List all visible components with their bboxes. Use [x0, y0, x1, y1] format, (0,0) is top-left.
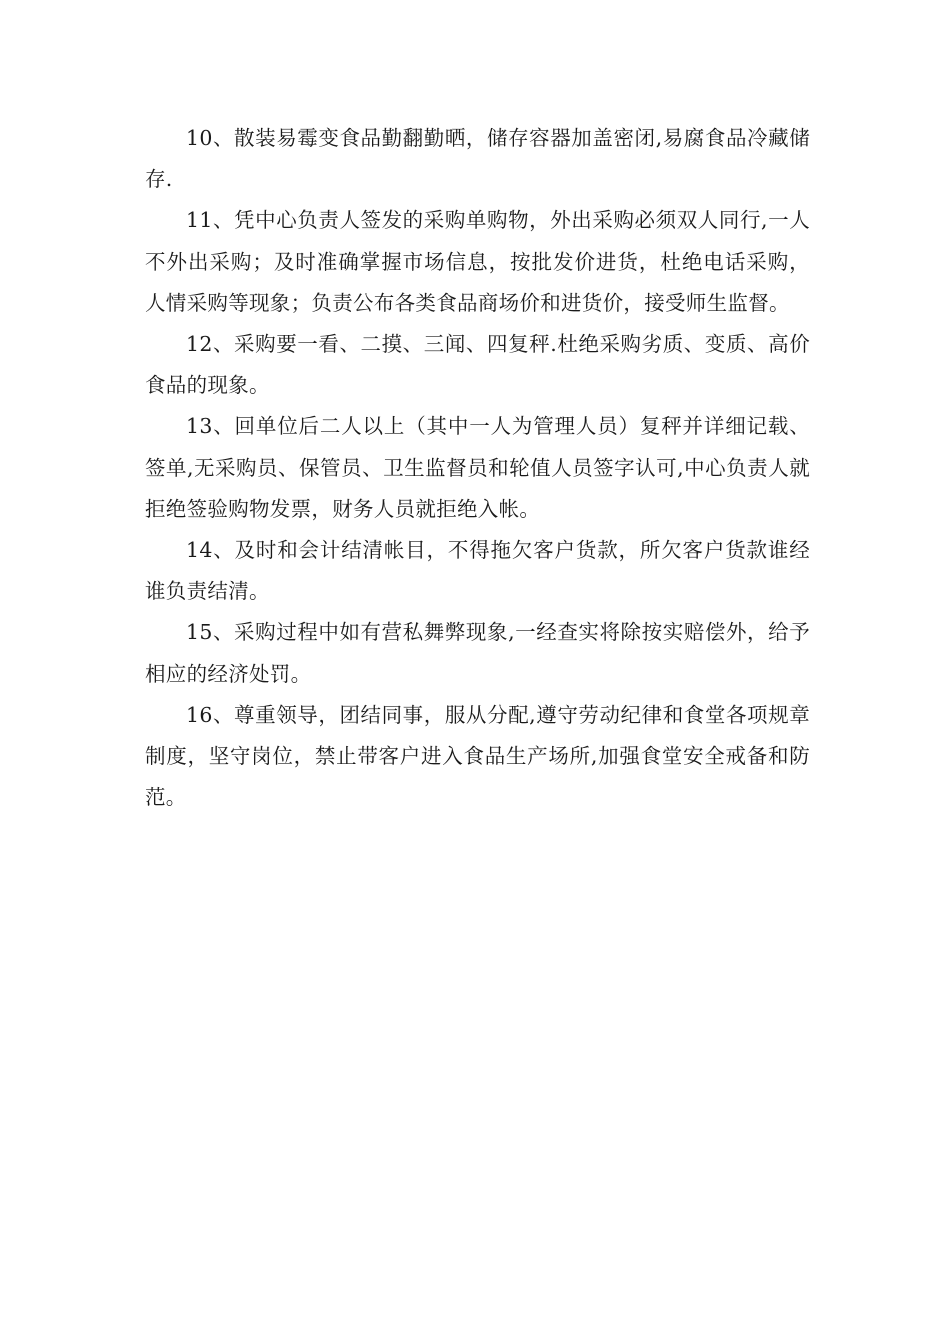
paragraph-item-11: 11、凭中心负责人签发的采购单购物，外出采购必须双人同行,一人不外出采购；及时准确掌握市场信息，按批发价进货，杜绝电话采购，人情采购等现象；负责公布各类食品商场价和进货价，接受师生监督。 — [145, 208, 810, 315]
paragraph-item-16: 16、尊重领导，团结同事，服从分配,遵守劳动纪律和食堂各项规章制度，坚守岗位，禁止带客户进入食品生产场所,加强食堂安全戒备和防范。 — [145, 702, 810, 810]
paragraph-item-14: 14、及时和会计结清帐目，不得拖欠客户货款，所欠客户货款谁经谁负责结清。 — [145, 538, 810, 604]
document-body — [145, 118, 810, 818]
paragraph-item-12: 12、采购要一看、二摸、三闻、四复秤.杜绝采购劣质、变质、高价食品的现象。 — [145, 332, 810, 398]
paragraph-item-15: 15、采购过程中如有营私舞弊现象,一经查实将除按实赔偿外，给予相应的经济处罚。 — [145, 620, 810, 686]
paragraph-item-13: 13、回单位后二人以上（其中一人为管理人员）复秤并详细记载、签单,无采购员、保管员、卫生监督员和轮值人员签字认可,中心负责人就拒绝签验购物发票，财务人员就拒绝入帐。 — [145, 414, 810, 521]
paragraph-item-10: 10、散装易霉变食品勤翻勤晒，储存容器加盖密闭,易腐食品冷藏储存. — [145, 126, 810, 192]
